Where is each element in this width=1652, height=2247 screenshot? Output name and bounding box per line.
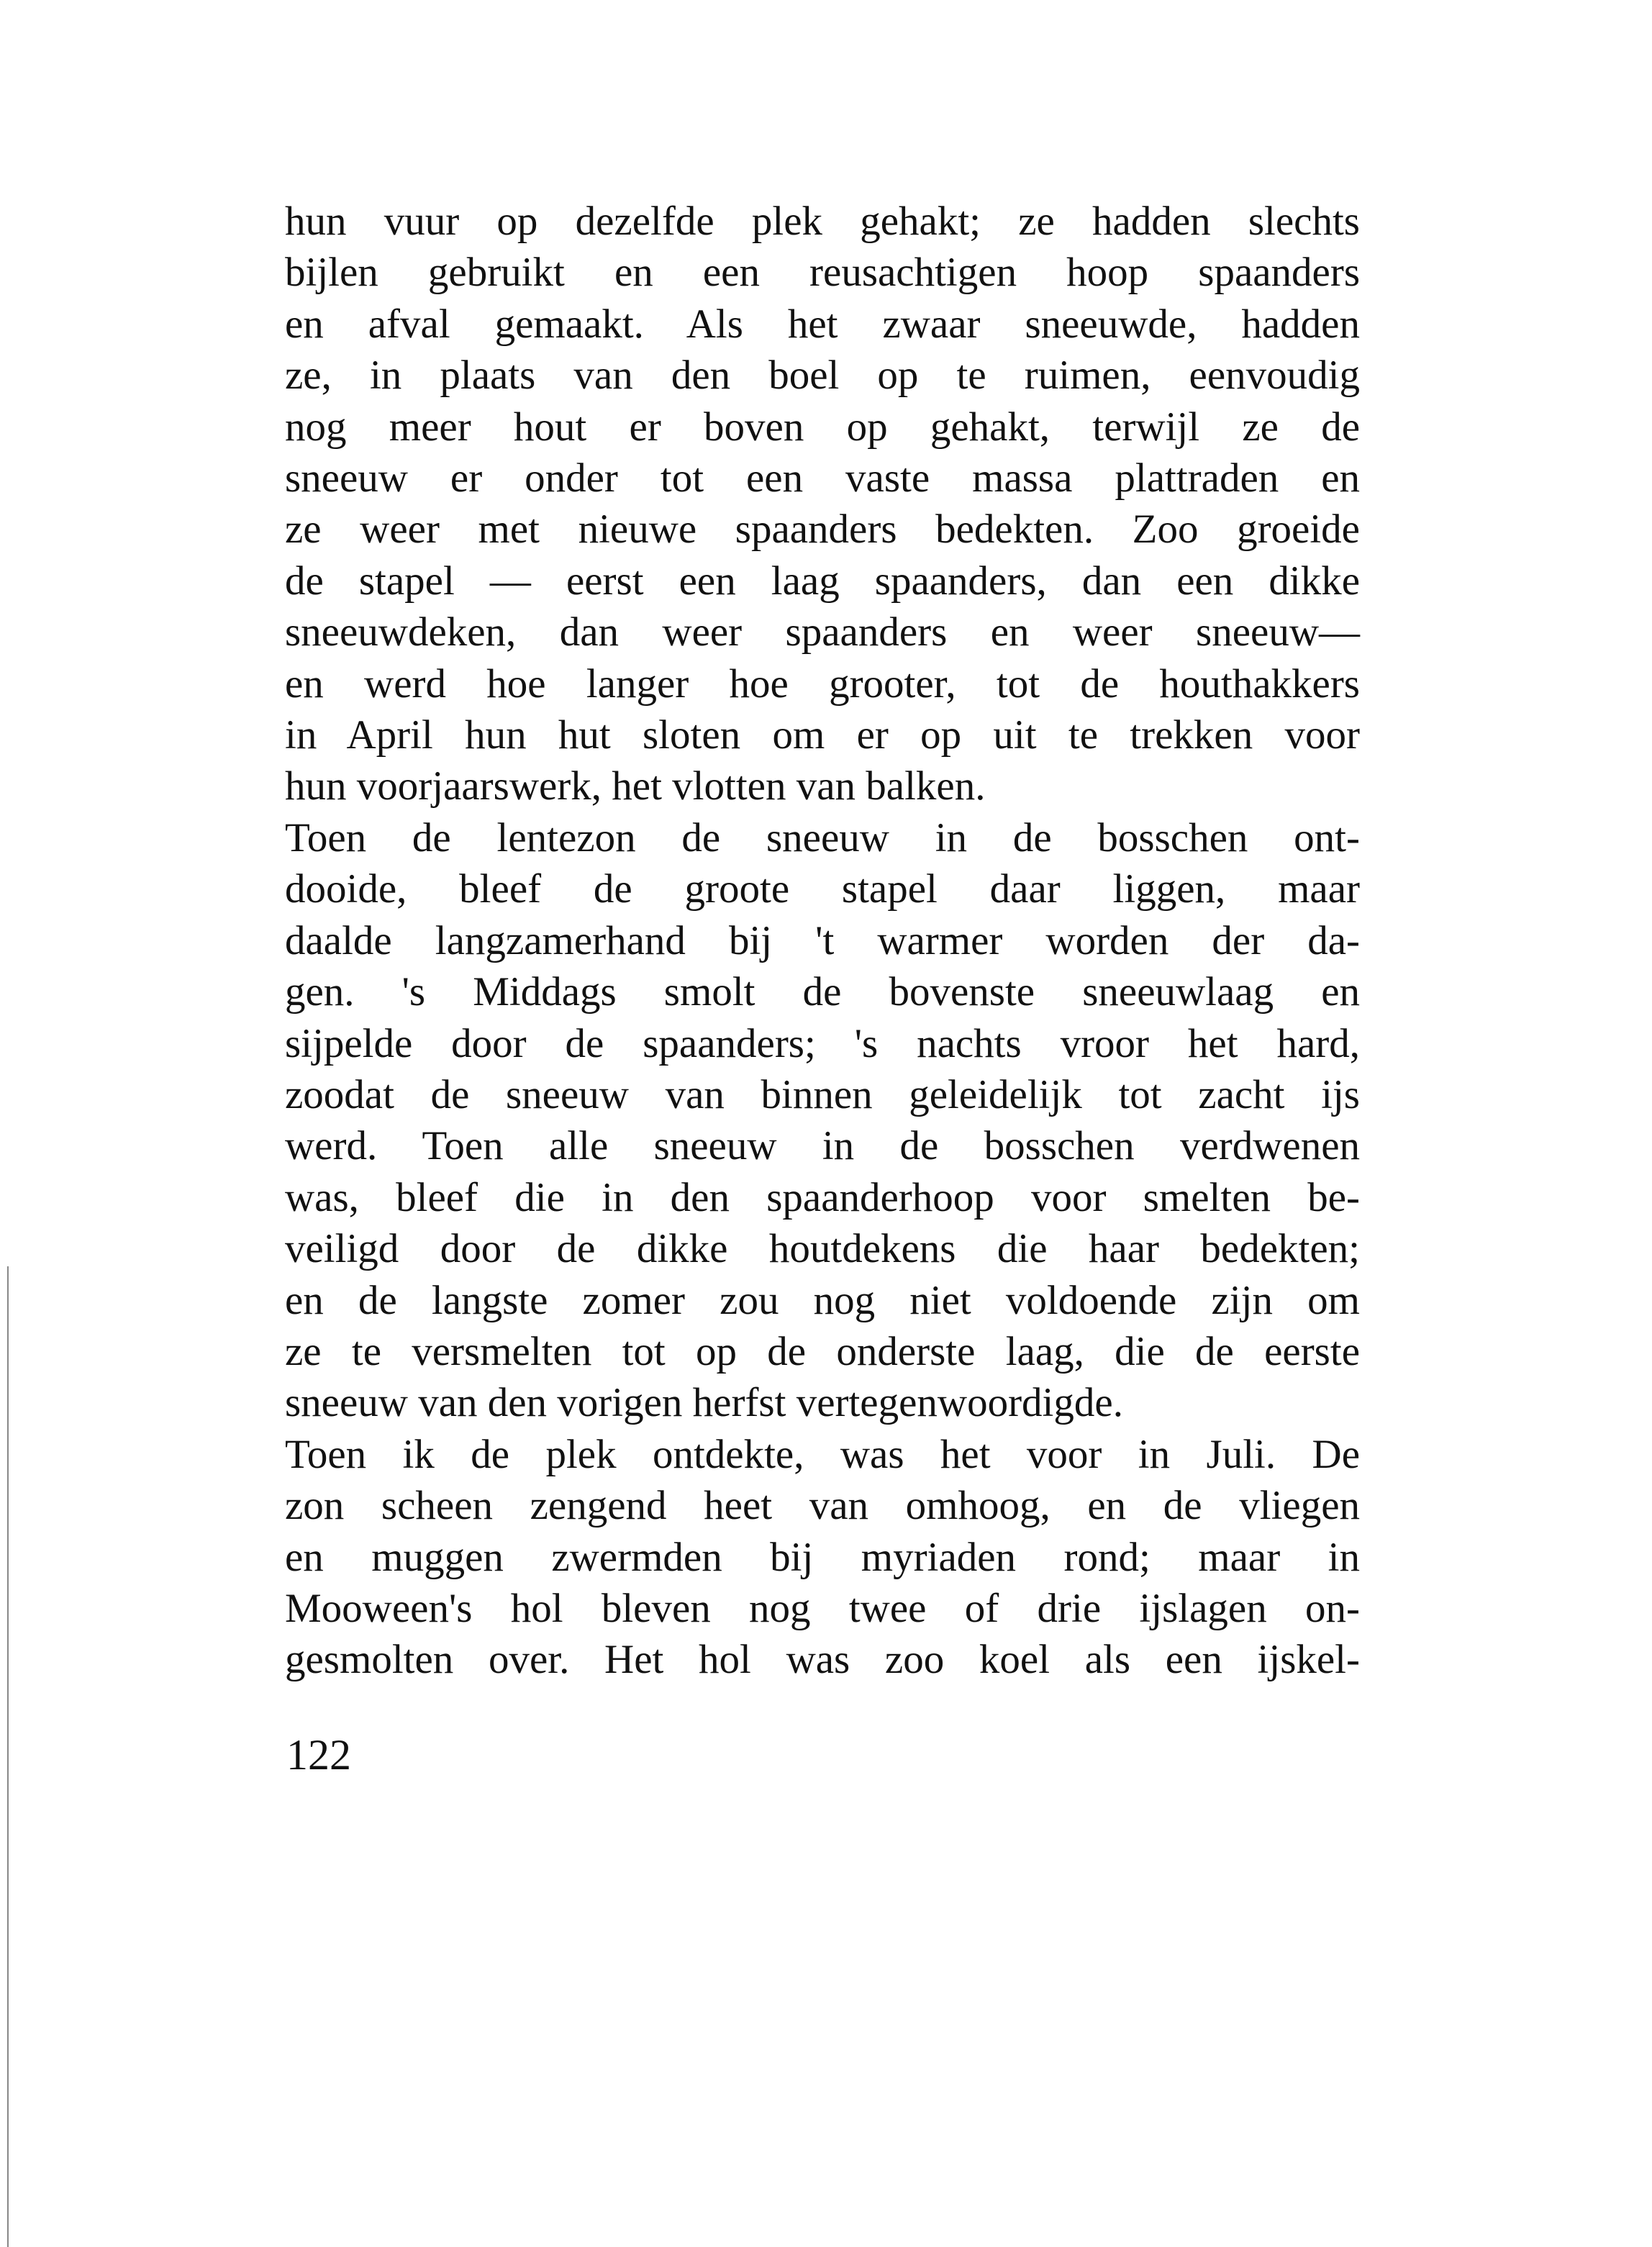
text-line: gen. 's Middags smolt de bovenste sneeuwlaag en bbox=[285, 969, 1360, 1015]
text-line: sijpelde door de spaanders; 's nachts vroor het hard, bbox=[285, 1020, 1360, 1066]
text-line: en werd hoe langer hoe grooter, tot de houthakkers bbox=[285, 661, 1360, 707]
text-line: werd. Toen alle sneeuw in de bosschen verdwenen bbox=[285, 1123, 1360, 1169]
body-text bbox=[285, 196, 1360, 1686]
text-line: hun vuur op dezelfde plek gehakt; ze hadden slechts bbox=[285, 199, 1360, 244]
text-line: Mooween's hol bleven nog twee of drie ijslagen on- bbox=[285, 1585, 1360, 1631]
text-line: de stapel — eerst een laag spaanders, dan een dikke bbox=[285, 558, 1360, 604]
text-line: zon scheen zengend heet van omhoog, en de vliegen bbox=[285, 1483, 1360, 1529]
text-line: bijlen gebruikt en een reusachtigen hoop spaanders bbox=[285, 250, 1360, 296]
text-line: ze te versmelten tot op de onderste laag, die de eerste bbox=[285, 1328, 1360, 1374]
text-line: Toen de lentezon de sneeuw in de bosschen ont- bbox=[285, 814, 1360, 861]
text-line: dooide, bleef de groote stapel daar liggen, maar bbox=[285, 866, 1360, 912]
text-line: sneeuw er onder tot een vaste massa plattraden en bbox=[285, 455, 1360, 501]
text-line: en afval gemaakt. Als het zwaar sneeuwde, hadden bbox=[285, 301, 1360, 347]
page-number: 122 bbox=[286, 1731, 351, 1779]
text-line: daalde langzamerhand bij 't warmer worden der da- bbox=[285, 917, 1360, 963]
text-line: sneeuwdeken, dan weer spaanders en weer sneeuw— bbox=[285, 609, 1360, 655]
text-line: was, bleef die in den spaanderhoop voor smelten be- bbox=[285, 1174, 1360, 1220]
text-line: veiligd door de dikke houtdekens die haar bedekten; bbox=[285, 1226, 1360, 1272]
text-line: en muggen zwermden bij myriaden rond; maar in bbox=[285, 1534, 1360, 1580]
text-line: sneeuw van den vorigen herfst vertegenwoordigde. bbox=[285, 1380, 1123, 1426]
text-line: nog meer hout er boven op gehakt, terwijl ze de bbox=[285, 404, 1360, 450]
text-line: en de langste zomer zou nog niet voldoende zijn om bbox=[285, 1277, 1360, 1323]
text-line: gesmolten over. Het hol was zoo koel als een ijskel- bbox=[285, 1637, 1360, 1683]
text-line: Toen ik de plek ontdekte, was het voor in Juli. De bbox=[285, 1431, 1360, 1477]
scan-edge-line bbox=[7, 1266, 9, 2247]
text-line: in April hun hut sloten om er op uit te trekken voor bbox=[285, 712, 1360, 758]
text-line: zoodat de sneeuw van binnen geleidelijk tot zacht ijs bbox=[285, 1071, 1360, 1117]
text-line: ze weer met nieuwe spaanders bedekten. Zoo groeide bbox=[285, 507, 1360, 553]
text-line: ze, in plaats van den boel op te ruimen, eenvoudig bbox=[285, 353, 1360, 399]
text-line: hun voorjaarswerk, het vlotten van balken. bbox=[285, 763, 986, 809]
